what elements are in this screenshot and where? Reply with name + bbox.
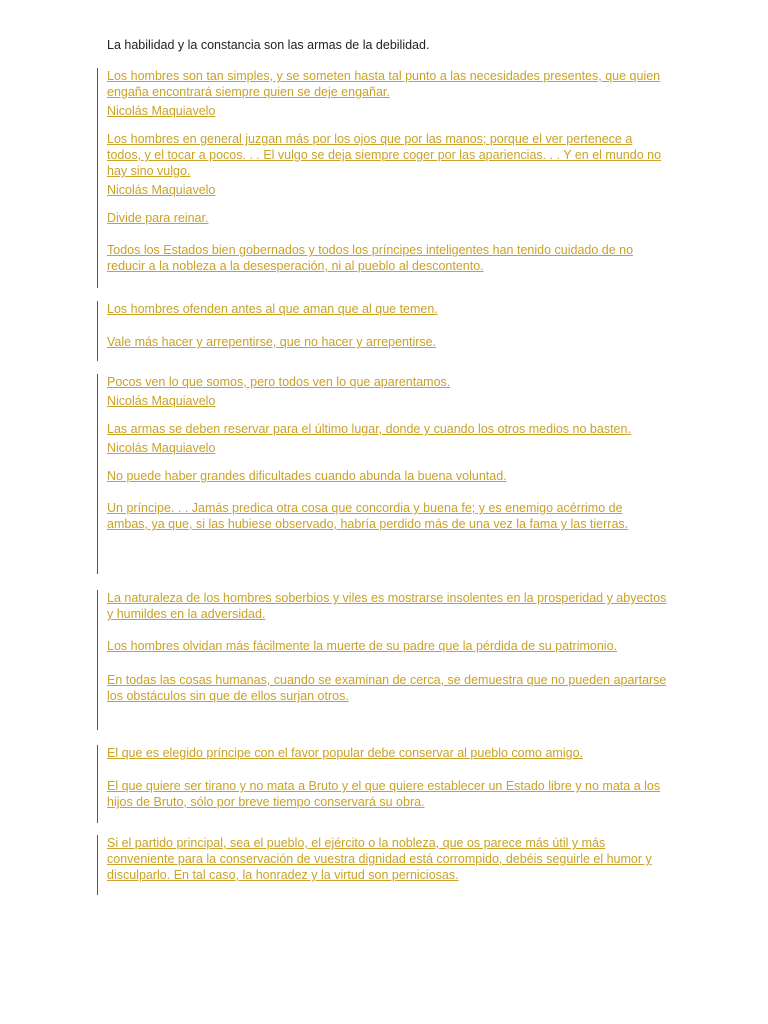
quote-link[interactable]: No puede haber grandes dificultades cuando abunda la buena voluntad. xyxy=(107,469,507,483)
quote-link[interactable]: Los hombres ofenden antes al que aman que al que temen. xyxy=(107,302,438,316)
quote-group-4 xyxy=(97,590,667,730)
quote-link[interactable]: Si el partido principal, sea el pueblo, el ejército o la nobleza, que os parece más útil y más conveniente para la conservación de vuestra dignidad está corrompido, debéis seguirle el humor y disculparlo. En tal caso, la honradez y la virtud son perniciosas. xyxy=(107,836,652,882)
quote-item xyxy=(107,68,667,119)
quote-item xyxy=(107,210,667,226)
quote-item xyxy=(107,590,667,622)
quote-item xyxy=(107,778,667,810)
quote-item xyxy=(107,835,667,883)
quote-group-2 xyxy=(97,301,667,361)
author-link[interactable]: Nicolás Maquiavelo xyxy=(107,441,216,455)
quote-link[interactable]: Las armas se deben reservar para el último lugar, donde y cuando los otros medios no basten. xyxy=(107,422,631,436)
author-link[interactable]: Nicolás Maquiavelo xyxy=(107,183,216,197)
quote-link[interactable]: Divide para reinar. xyxy=(107,211,209,225)
quote-item xyxy=(107,638,667,654)
quote-group-3 xyxy=(97,374,667,574)
quote-link[interactable]: Los hombres son tan simples, y se someten hasta tal punto a las necesidades presentes, que quien engaña encontrará siempre quien se deje engañar. xyxy=(107,69,661,99)
quote-link[interactable]: Los hombres olvidan más fácilmente la muerte de su padre que la pérdida de su patrimonio. xyxy=(107,639,618,653)
quote-item xyxy=(107,242,667,274)
quote-group-6 xyxy=(97,835,667,895)
quote-item xyxy=(107,745,667,761)
quote-item xyxy=(107,131,667,198)
quote-item xyxy=(107,334,667,350)
quote-item xyxy=(107,374,667,409)
quote-item xyxy=(107,421,667,456)
quote-link[interactable]: Los hombres en general juzgan más por los ojos que por las manos; porque el ver pertenece a todos, y el tocar a pocos. . . El vulgo se deja siempre coger por las apariencias. . . Y en el mundo no hay sino vulgo. xyxy=(107,132,662,178)
quote-link[interactable]: El que es elegido príncipe con el favor popular debe conservar al pueblo como amigo. xyxy=(107,746,583,760)
quote-group-1 xyxy=(97,68,667,288)
author-link[interactable]: Nicolás Maquiavelo xyxy=(107,104,216,118)
quote-link[interactable]: La naturaleza de los hombres soberbios y viles es mostrarse insolentes en la prosperidad y abyectos y humildes en la adversidad. xyxy=(107,591,667,621)
quote-link[interactable]: Un príncipe. . . Jamás predica otra cosa que concordia y buena fe; y es enemigo acérrimo de ambas, ya que, si las hubiese observado, habría perdido más de una vez la fama y las tierras. xyxy=(107,501,629,531)
author-link[interactable]: Nicolás Maquiavelo xyxy=(107,394,216,408)
quote-item xyxy=(107,468,667,484)
quote-item xyxy=(107,672,667,704)
quote-item xyxy=(107,500,667,532)
page-title: La habilidad y la constancia son las armas de la debilidad. xyxy=(107,38,430,52)
quote-link[interactable]: Pocos ven lo que somos, pero todos ven lo que aparentamos. xyxy=(107,375,451,389)
quote-link[interactable]: El que quiere ser tirano y no mata a Bruto y el que quiere establecer un Estado libre y no mata a los hijos de Bruto, sólo por breve tiempo conservará su obra. xyxy=(107,779,661,809)
quote-link[interactable]: Todos los Estados bien gobernados y todos los príncipes inteligentes han tenido cuidado de no reducir a la nobleza a la desesperación, ni al pueblo al descontento. xyxy=(107,243,634,273)
quote-group-5 xyxy=(97,745,667,823)
quote-link[interactable]: En todas las cosas humanas, cuando se examinan de cerca, se demuestra que no pueden apartarse los obstáculos sin que de ellos surjan otros. xyxy=(107,673,667,703)
quote-item xyxy=(107,301,667,317)
quote-link[interactable]: Vale más hacer y arrepentirse, que no hacer y arrepentirse. xyxy=(107,335,437,349)
